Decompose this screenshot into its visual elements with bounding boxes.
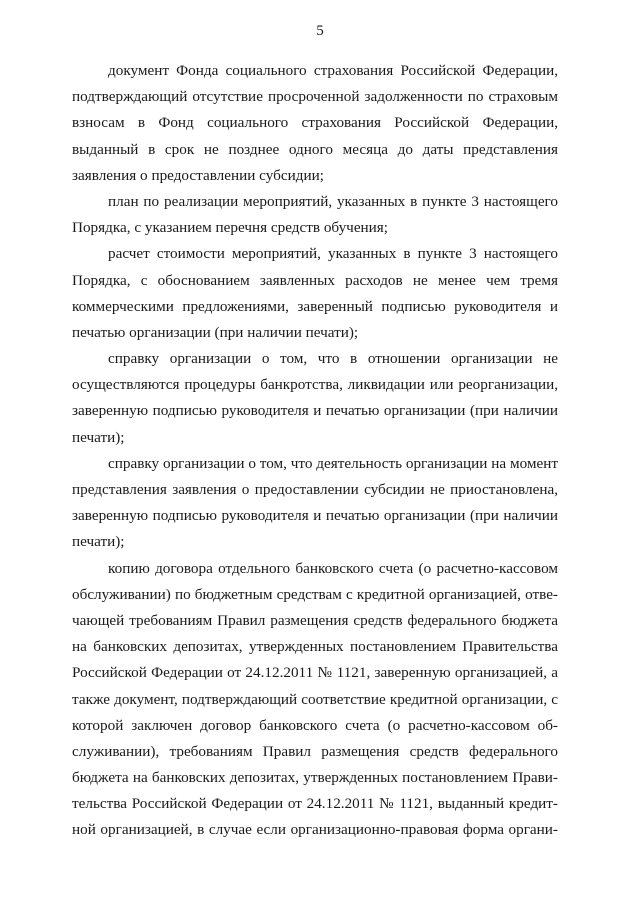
paragraph-line: документ Фонда социального страхования Российской Федерации, xyxy=(108,62,558,79)
paragraph-line: справку организации о том, что деятельность организации на момент xyxy=(108,454,558,472)
paragraph-line: заверенную подписью руководителя и печатью организации (при наличии xyxy=(72,402,558,420)
paragraph-line: представления заявления о предоставлении субсидии не приостановлена, xyxy=(72,481,558,498)
paragraph-line: подтверждающий отсутствие просроченной задолженности по страховым xyxy=(72,88,558,106)
paragraph-line: тельства Российской Федерации от 24.12.2011 № 1121, выданный кредит- xyxy=(72,795,558,813)
paragraph-line: осуществляются процедуры банкротства, ликвидации или реорганизации, xyxy=(72,376,558,394)
paragraph-line: план по реализации мероприятий, указанных в пункте 3 настоящего xyxy=(108,192,558,210)
page-number: 5 xyxy=(316,23,324,39)
paragraph-line: служивании), требованиям Правил размещения средств федерального xyxy=(72,742,558,760)
paragraph-line: заявления о предоставлении субсидии; xyxy=(72,166,324,184)
paragraph-line: которой заключен договор банковского счета (о расчетно-кассовом об- xyxy=(72,716,558,734)
paragraph-line: печати); xyxy=(72,533,125,551)
paragraph-line: копию договора отдельного банковского счета (о расчетно-кассовом xyxy=(108,559,558,577)
paragraph-line: обслуживании) по бюджетным средствам с кредитной организацией, отве- xyxy=(72,585,558,603)
paragraph-line: на банковских депозитах, утвержденных постановлением Правительства xyxy=(72,638,558,656)
paragraph-line: взносам в Фонд социального страхования Российской Федерации, xyxy=(72,114,558,132)
document-body xyxy=(72,58,558,844)
paragraph-line: также документ, подтверждающий соответствие кредитной организации, с xyxy=(72,690,558,708)
paragraph-line: печати); xyxy=(72,428,125,446)
paragraph-line: бюджета на банковских депозитах, утвержденных постановлением Прави- xyxy=(72,769,558,787)
paragraph-line: расчет стоимости мероприятий, указанных в пункте 3 настоящего xyxy=(108,245,558,263)
paragraph-line: Российской Федерации от 24.12.2011 № 1121, заверенную организацией, а xyxy=(72,664,558,682)
paragraph-line: справку организации о том, что в отношении организации не xyxy=(108,350,558,368)
paragraph-line: Порядка, с обоснованием заявленных расходов не менее чем тремя xyxy=(72,271,558,289)
paragraph-line: Порядка, с указанием перечня средств обучения; xyxy=(72,219,389,237)
paragraph-line: чающей требованиям Правил размещения средств федерального бюджета xyxy=(72,611,558,629)
paragraph-line: печатью организации (при наличии печати); xyxy=(72,323,359,341)
paragraph-line: выданный в срок не позднее одного месяца до даты представления xyxy=(72,140,558,158)
paragraph-line: заверенную подписью руководителя и печатью организации (при наличии xyxy=(72,507,558,525)
paragraph-line: коммерческими предложениями, заверенный подписью руководителя и xyxy=(72,297,558,315)
paragraph-line: ной организацией, в случае если организационно-правовая форма органи- xyxy=(72,821,558,839)
